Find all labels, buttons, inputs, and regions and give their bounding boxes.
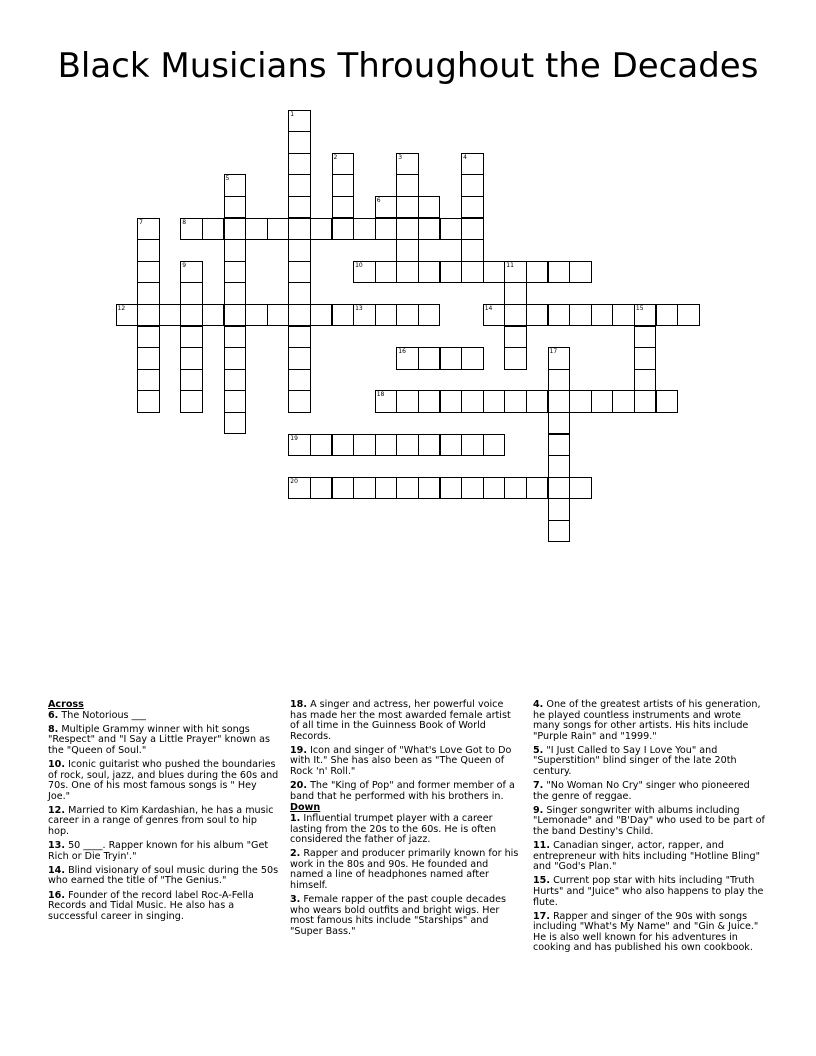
clue-text: Female rapper of the past couple decades who wears bold outfits and bright wigs. Her most famous hits include "Starships" and "Super Bass." (290, 894, 506, 937)
clue-text: "No Woman No Cry" singer who pioneered the genre of reggae. (533, 780, 750, 802)
grid-cell[interactable] (353, 261, 376, 284)
grid-cell[interactable] (288, 347, 311, 370)
clue-text: Multiple Grammy winner with hit songs "Respect" and "I Say a Little Prayer" known as the "Queen of Soul." (48, 723, 270, 756)
clue-number: 6. (48, 709, 59, 721)
grid-cell[interactable] (224, 390, 247, 413)
grid-cell[interactable] (375, 196, 398, 219)
grid-cell[interactable] (461, 390, 484, 413)
cell-number: 15 (635, 304, 644, 312)
grid-cell[interactable] (288, 261, 311, 284)
grid-cell[interactable] (137, 369, 160, 392)
grid-cell[interactable] (634, 347, 657, 370)
grid-cell[interactable] (483, 390, 506, 413)
grid-cell[interactable] (137, 239, 160, 262)
grid-cell[interactable] (137, 326, 160, 349)
cell-number: 6 (376, 196, 381, 204)
clue-number: 10. (48, 758, 65, 770)
cell-number: 11 (506, 261, 514, 269)
grid-cell[interactable] (288, 282, 311, 305)
grid-cell[interactable] (461, 347, 484, 370)
cell-number: 5 (225, 175, 230, 183)
grid-cell[interactable] (418, 304, 441, 327)
grid-cell[interactable] (548, 304, 571, 327)
grid-cell[interactable] (440, 390, 463, 413)
grid-cell[interactable] (504, 347, 527, 370)
grid-cell[interactable] (396, 390, 419, 413)
across-clue-20 (290, 781, 520, 802)
grid-cell[interactable] (288, 326, 311, 349)
clue-number: 11. (533, 840, 550, 852)
grid-cell[interactable] (180, 304, 203, 327)
grid-cell[interactable] (548, 412, 571, 435)
clue-number: 3. (290, 894, 301, 906)
grid-cell[interactable] (461, 153, 484, 176)
grid-cell[interactable] (180, 261, 203, 284)
grid-cell[interactable] (548, 520, 571, 543)
down-clue-7 (533, 781, 767, 802)
clue-number: 12. (48, 804, 65, 816)
across-clue-16 (48, 891, 280, 923)
down-clue-4 (533, 700, 767, 742)
grid-cell[interactable] (591, 304, 614, 327)
puzzle-title: Black Musicians Throughout the Decades (57, 46, 759, 86)
grid-cell[interactable] (224, 326, 247, 349)
grid-cell[interactable] (224, 282, 247, 305)
grid-cell[interactable] (634, 326, 657, 349)
clue-text: Rapper and producer primarily known for his work in the 80s and 90s. He founded and named a line of headphones named after himself. (290, 848, 519, 891)
grid-cell[interactable] (504, 326, 527, 349)
grid-cell[interactable] (548, 261, 571, 284)
grid-cell[interactable] (288, 477, 311, 500)
clue-text: One of the greatest artists of his generation, he played countless instruments and wrote many songs for other artists. His hits include "Purple Rain" and "1999." (533, 699, 761, 742)
grid-cell[interactable] (288, 218, 311, 241)
grid-cell[interactable] (288, 239, 311, 262)
grid-cell[interactable] (332, 196, 355, 219)
clue-text: The Notorious ___ (61, 709, 146, 721)
grid-cell[interactable] (116, 304, 139, 327)
grid-cell[interactable] (180, 282, 203, 305)
cell-number: 19 (290, 434, 298, 442)
clues-column-1 (48, 700, 280, 926)
across-clue-13 (48, 841, 280, 862)
grid-cell[interactable] (332, 304, 355, 327)
down-clue-3 (290, 895, 520, 937)
clue-text: The "King of Pop" and former member of a band that he performed with his brothers in. (290, 780, 515, 802)
clue-number: 14. (48, 864, 65, 876)
grid-cell[interactable] (548, 498, 571, 521)
grid-cell[interactable] (267, 218, 290, 241)
grid-cell[interactable] (332, 174, 355, 197)
grid-cell[interactable] (332, 477, 355, 500)
grid-cell[interactable] (569, 390, 592, 413)
down-heading: Down (290, 802, 321, 814)
grid-cell[interactable] (418, 218, 441, 241)
grid-cell[interactable] (440, 477, 463, 500)
grid-cell[interactable] (440, 347, 463, 370)
grid-cell[interactable] (396, 153, 419, 176)
grid-cell[interactable] (526, 261, 549, 284)
grid-cell[interactable] (504, 282, 527, 305)
grid-cell[interactable] (591, 390, 614, 413)
across-clue-14 (48, 866, 280, 887)
grid-cell[interactable] (375, 390, 398, 413)
grid-cell[interactable] (137, 347, 160, 370)
clue-number: 8. (48, 723, 59, 735)
grid-cell[interactable] (656, 304, 679, 327)
grid-cell[interactable] (224, 369, 247, 392)
grid-cell[interactable] (288, 369, 311, 392)
grid-cell[interactable] (418, 196, 441, 219)
grid-cell[interactable] (634, 390, 657, 413)
grid-cell[interactable] (440, 218, 463, 241)
grid-cell[interactable] (418, 261, 441, 284)
cell-number: 14 (484, 304, 493, 312)
down-clue-5 (533, 746, 767, 778)
clue-number: 7. (533, 780, 544, 792)
down-clue-2 (290, 849, 520, 891)
clue-text: Influential trumpet player with a career lasting from the 20s to the 60s. He is often considered the father of jazz. (290, 812, 497, 846)
grid-cell[interactable] (137, 390, 160, 413)
grid-cell[interactable] (634, 304, 657, 327)
grid-cell[interactable] (180, 326, 203, 349)
cell-number: 9 (182, 261, 187, 269)
clue-text: Iconic guitarist who pushed the boundaries of rock, soul, jazz, and blues during the 60s and 70s. One of his most famous songs is " Hey Joe." (48, 758, 279, 802)
grid-cell[interactable] (396, 434, 419, 457)
across-clue-18 (290, 700, 520, 742)
grid-cell[interactable] (288, 434, 311, 457)
grid-cell[interactable] (548, 390, 571, 413)
grid-cell[interactable] (375, 477, 398, 500)
grid-cell[interactable] (440, 434, 463, 457)
grid-cell[interactable] (375, 434, 398, 457)
grid-cell[interactable] (245, 304, 268, 327)
grid-cell[interactable] (288, 196, 311, 219)
grid-cell[interactable] (224, 347, 247, 370)
down-clue-9 (533, 806, 767, 838)
grid-cell[interactable] (288, 304, 311, 327)
clue-text: Founder of the record label Roc-A-Fella Records and Tidal Music. He also has a successful career in singing. (48, 889, 254, 922)
clues-column-3 (533, 700, 767, 958)
down-clue-1 (290, 814, 520, 846)
grid-cell[interactable] (612, 304, 635, 327)
grid-cell[interactable] (332, 218, 355, 241)
across-clue-10 (48, 760, 280, 802)
grid-cell[interactable] (310, 304, 333, 327)
cell-number: 20 (290, 477, 298, 485)
grid-cell[interactable] (180, 347, 203, 370)
grid-cell[interactable] (224, 196, 247, 219)
down-clue-11 (533, 841, 767, 873)
grid-cell[interactable] (418, 347, 441, 370)
grid-cell[interactable] (483, 434, 506, 457)
clue-number: 1. (290, 812, 301, 824)
grid-cell[interactable] (310, 218, 333, 241)
grid-cell[interactable] (461, 477, 484, 500)
clue-text: A singer and actress, her powerful voice has made her the most awarded female artist of all time in the Guinness Book of World Records. (290, 699, 511, 742)
grid-cell[interactable] (396, 218, 419, 241)
grid-cell[interactable] (526, 304, 549, 327)
grid-cell[interactable] (461, 174, 484, 197)
clue-number: 5. (533, 744, 544, 756)
grid-cell[interactable] (461, 196, 484, 219)
clue-text: Icon and singer of "What's Love Got to Do with It." She has also been as "The Queen of Rock 'n' Roll." (290, 744, 512, 778)
cell-number: 18 (376, 391, 385, 399)
clue-text: Rapper and singer of the 90s with songs including "What's My Name" and "Gin & Juice." He is also well known for his adventures in cooking and has published his own cookbook. (533, 910, 759, 954)
clue-number: 19. (290, 744, 307, 756)
clue-text: Married to Kim Kardashian, he has a music career in a range of genres from soul to hip hop. (48, 804, 274, 838)
grid-cell[interactable] (202, 218, 225, 241)
grid-cell[interactable] (677, 304, 700, 327)
grid-cell[interactable] (483, 304, 506, 327)
clue-number: 13. (48, 840, 65, 852)
grid-cell[interactable] (353, 304, 376, 327)
grid-cell[interactable] (224, 261, 247, 284)
clue-number: 4. (533, 699, 544, 710)
grid-cell[interactable] (504, 390, 527, 413)
grid-cell[interactable] (396, 174, 419, 197)
grid-cell[interactable] (375, 261, 398, 284)
grid-cell[interactable] (483, 477, 506, 500)
clue-number: 18. (290, 699, 307, 710)
grid-cell[interactable] (548, 369, 571, 392)
grid-cell[interactable] (504, 261, 527, 284)
grid-cell[interactable] (418, 477, 441, 500)
grid-cell[interactable] (483, 261, 506, 284)
across-clue-8 (48, 725, 280, 757)
across-clue-19 (290, 746, 520, 778)
grid-cell[interactable] (332, 153, 355, 176)
clue-text: 50 ____. Rapper known for his album "Get Rich or Die Tryin'." (48, 840, 269, 862)
grid-cell[interactable] (396, 347, 419, 370)
grid-cell[interactable] (288, 174, 311, 197)
grid-cell[interactable] (224, 412, 247, 435)
across-heading: Across (48, 699, 84, 710)
grid-cell[interactable] (418, 434, 441, 457)
grid-cell[interactable] (332, 434, 355, 457)
grid-cell[interactable] (504, 477, 527, 500)
grid-cell[interactable] (440, 261, 463, 284)
grid-cell[interactable] (396, 477, 419, 500)
grid-cell[interactable] (224, 218, 247, 241)
grid-cell[interactable] (375, 218, 398, 241)
grid-cell[interactable] (310, 477, 333, 500)
grid-cell[interactable] (526, 390, 549, 413)
cell-number: 13 (355, 304, 363, 312)
grid-cell[interactable] (461, 218, 484, 241)
cell-number: 4 (463, 153, 467, 161)
grid-cell[interactable] (418, 390, 441, 413)
grid-cell[interactable] (548, 434, 571, 457)
grid-cell[interactable] (569, 304, 592, 327)
grid-cell[interactable] (375, 304, 398, 327)
clues-column-2 (290, 700, 520, 941)
clue-number: 17. (533, 910, 550, 922)
grid-cell[interactable] (461, 261, 484, 284)
clue-number: 9. (533, 804, 544, 816)
grid-cell[interactable] (245, 218, 268, 241)
grid-cell[interactable] (180, 369, 203, 392)
down-clue-15 (533, 876, 767, 908)
grid-cell[interactable] (224, 174, 247, 197)
grid-cell[interactable] (353, 477, 376, 500)
grid-cell[interactable] (310, 434, 333, 457)
grid-cell[interactable] (267, 304, 290, 327)
cell-number: 16 (398, 348, 406, 356)
grid-cell[interactable] (461, 434, 484, 457)
grid-cell[interactable] (612, 390, 635, 413)
across-clue-6 (48, 711, 280, 722)
grid-cell[interactable] (288, 390, 311, 413)
clue-text: Singer songwriter with albums including "Lemonade" and "B'Day" who used to be part of the band Destiny's Child. (533, 804, 765, 838)
grid-cell[interactable] (526, 477, 549, 500)
grid-cell[interactable] (504, 304, 527, 327)
clue-text: "I Just Called to Say I Love You" and "Superstition" blind singer of the late 20th century. (533, 744, 737, 778)
grid-cell[interactable] (548, 455, 571, 478)
cell-number: 7 (139, 218, 143, 226)
grid-cell[interactable] (159, 304, 182, 327)
grid-cell[interactable] (569, 477, 592, 500)
grid-cell[interactable] (569, 261, 592, 284)
clue-number: 2. (290, 848, 301, 860)
grid-cell[interactable] (656, 390, 679, 413)
cell-number: 2 (333, 153, 338, 161)
cell-number: 10 (355, 261, 363, 269)
grid-cell[interactable] (288, 110, 311, 133)
clue-number: 15. (533, 875, 550, 887)
grid-cell[interactable] (396, 239, 419, 262)
grid-cell[interactable] (288, 153, 311, 176)
down-clue-17 (533, 912, 767, 954)
grid-cell[interactable] (396, 196, 419, 219)
clue-text: Blind visionary of soul music during the 50s who earned the title of "The Genius." (48, 864, 279, 887)
cell-number: 8 (182, 218, 187, 226)
grid-cell[interactable] (288, 131, 311, 154)
grid-cell[interactable] (202, 304, 225, 327)
grid-cell[interactable] (137, 261, 160, 284)
grid-cell[interactable] (396, 261, 419, 284)
grid-cell[interactable] (137, 282, 160, 305)
grid-cell[interactable] (137, 218, 160, 241)
grid-cell[interactable] (461, 239, 484, 262)
grid-cell[interactable] (548, 477, 571, 500)
clue-number: 20. (290, 780, 307, 792)
grid-cell[interactable] (396, 304, 419, 327)
clue-text: Current pop star with hits including "Truth Hurts" and "Juice" who also happens to play the flute. (533, 875, 764, 908)
grid-cell[interactable] (180, 390, 203, 413)
cell-number: 3 (398, 153, 403, 161)
grid-cell[interactable] (224, 304, 247, 327)
cell-number: 17 (549, 348, 558, 356)
grid-cell[interactable] (634, 369, 657, 392)
grid-cell[interactable] (180, 218, 203, 241)
grid-cell[interactable] (353, 434, 376, 457)
clue-text: Canadian singer, actor, rapper, and entrepreneur with hits including "Hotline Bling" and "God's Plan." (533, 840, 760, 873)
cell-number: 12 (117, 304, 126, 312)
grid-cell[interactable] (137, 304, 160, 327)
grid-cell[interactable] (548, 347, 571, 370)
grid-cell[interactable] (224, 239, 247, 262)
clue-number: 16. (48, 889, 65, 901)
grid-cell[interactable] (353, 218, 376, 241)
cell-number: 1 (290, 110, 295, 118)
across-clue-12 (48, 806, 280, 838)
